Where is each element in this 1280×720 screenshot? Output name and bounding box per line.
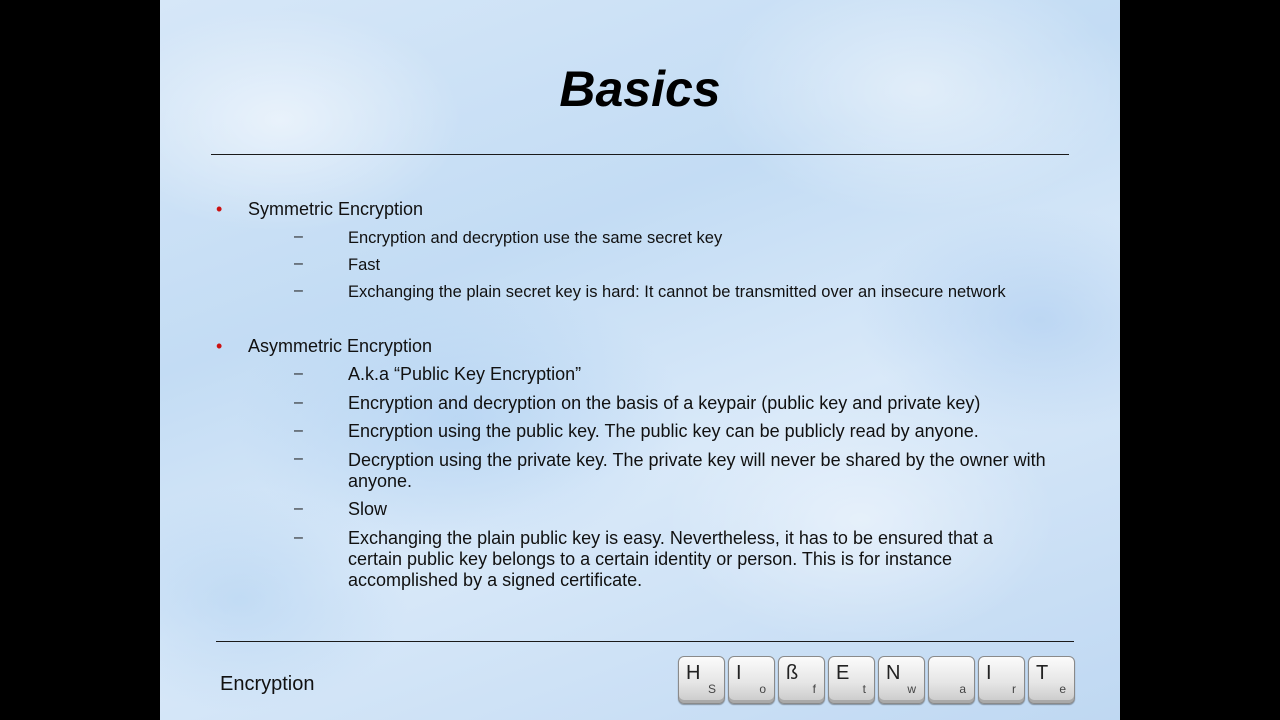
- logo-key: [978, 656, 1025, 704]
- section-heading-symmetric: Symmetric Encryption: [248, 199, 424, 219]
- logo-key-subletter: f: [812, 682, 816, 696]
- dash-icon: –: [294, 394, 303, 411]
- bullet-icon: •: [216, 336, 223, 356]
- logo-key-letter: I: [736, 662, 742, 684]
- dash-icon: –: [294, 422, 303, 439]
- slide: [160, 0, 1120, 720]
- logo-key-letter: I: [986, 662, 992, 684]
- logo-key-subletter: w: [907, 682, 916, 696]
- logo-key-subletter: e: [1059, 682, 1066, 696]
- slide-title: Basics: [559, 61, 721, 117]
- footer-label: Encryption: [220, 673, 315, 695]
- logo-key-subletter: t: [862, 682, 866, 696]
- footer-divider: [216, 641, 1074, 642]
- slide-content: [160, 0, 1120, 640]
- list-item: Encryption and decryption use the same secret key: [348, 229, 723, 247]
- dash-icon: –: [294, 228, 303, 245]
- keyboard-logo: [678, 656, 1075, 704]
- logo-key-letter: T: [1036, 662, 1049, 684]
- dash-icon: –: [294, 450, 303, 467]
- list-item: Encryption using the public key. The public key can be publicly read by anyone.: [348, 421, 979, 441]
- list-item: Exchanging the plain public key is easy. Nevertheless, it has to be ensured that a certain public key belongs to a certain identity or person. This is for instance accomplished by a signed certificate.: [348, 528, 994, 590]
- bullet-icon: •: [216, 199, 223, 219]
- logo-key-letter: E: [836, 662, 850, 684]
- logo-key: [678, 656, 725, 704]
- dash-icon: –: [294, 255, 303, 272]
- list-item: A.k.a “Public Key Encryption”: [348, 364, 582, 384]
- dash-icon: –: [294, 529, 303, 546]
- logo-key-letter: ß: [786, 662, 799, 684]
- dash-icon: –: [294, 282, 303, 299]
- logo-key: [878, 656, 925, 704]
- logo-key: [1028, 656, 1075, 704]
- dash-icon: –: [294, 500, 303, 517]
- list-item: Exchanging the plain secret key is hard: It cannot be transmitted over an insecure network: [348, 283, 1006, 301]
- list-item: Decryption using the private key. The private key will never be shared by the owner with anyone.: [348, 450, 1046, 491]
- dash-icon: –: [294, 365, 303, 382]
- logo-key: [928, 656, 975, 704]
- logo-key-subletter: S: [707, 682, 716, 696]
- logo-key: [828, 656, 875, 704]
- list-item: Fast: [348, 256, 381, 274]
- section-heading-asymmetric: Asymmetric Encryption: [248, 336, 433, 356]
- list-item: Encryption and decryption on the basis of a keypair (public key and private key): [348, 393, 981, 413]
- list-item: Slow: [348, 499, 388, 519]
- logo-key-letter: H: [686, 662, 701, 684]
- logo-key-subletter: a: [959, 682, 966, 696]
- logo-key-subletter: o: [759, 682, 766, 696]
- logo-key: [778, 656, 825, 704]
- logo-key: [728, 656, 775, 704]
- logo-key-letter: N: [886, 662, 901, 684]
- logo-key-subletter: r: [1012, 682, 1016, 696]
